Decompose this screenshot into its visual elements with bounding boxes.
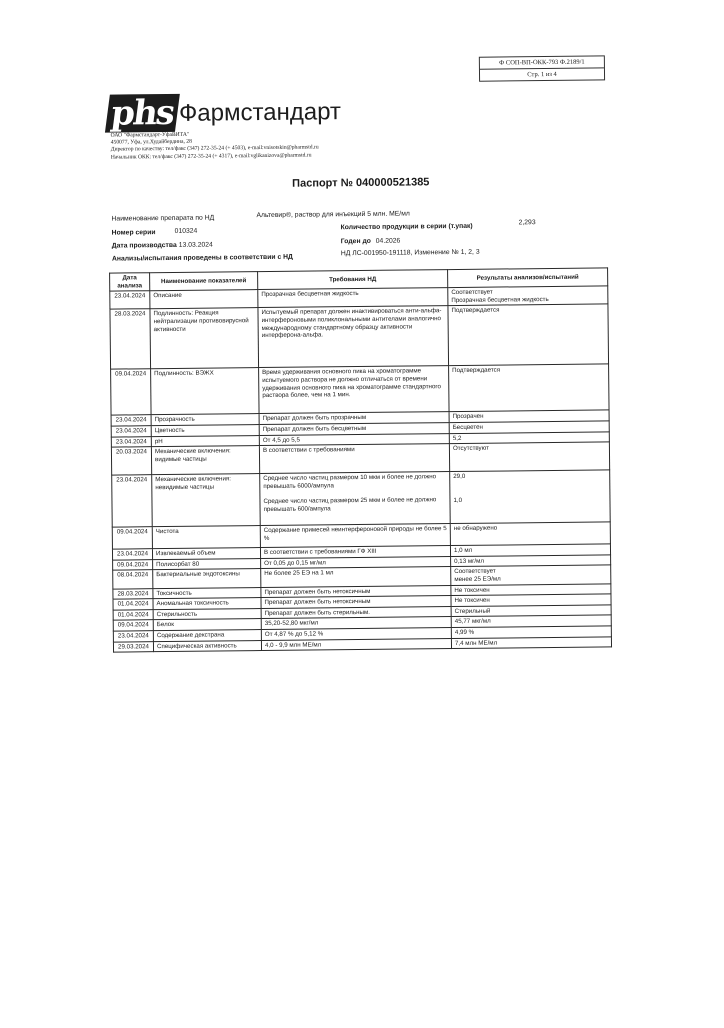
results-table (109, 267, 612, 652)
row-result: Прозрачен (449, 410, 609, 422)
row-indicator: Прозрачность (151, 414, 259, 426)
row-requirement: Содержание примесей неинтерфероновой природы не более 5 % (260, 524, 450, 548)
table-row (112, 470, 611, 527)
row-indicator: Белок (153, 619, 261, 631)
row-date: 01.04.2024 (113, 599, 153, 610)
row-requirement: Время удерживания основного пика на хроматограмме испытуемого раствора не должно отличаться от времени удерживания основного пика на хроматограмме стандартного раствора более, чем на 1 мин. (259, 366, 449, 414)
row-requirement: 4,0 - 9,9 млн МЕ/мл (261, 638, 451, 651)
result-line: Соответствует (454, 567, 496, 576)
quantity-value: 2,293 (518, 219, 536, 227)
analyses-label: Анализы/испытания проведены в соответствии с НД (111, 253, 293, 263)
row-date: 08.04.2024 (113, 570, 153, 589)
header-requirements: Требования НД (258, 270, 448, 290)
company-name: ОАО "Фармстандарт-УфаВИТА" (110, 131, 190, 139)
row-requirement: Препарат должен быть нетоксичным (261, 596, 451, 609)
logo-name: Фармстандарт (178, 98, 342, 127)
quantity-label: Количество продукции в серии (т.упак) (340, 222, 473, 232)
row-date: 01.04.2024 (113, 609, 153, 620)
row-indicator: Специфическая активность (153, 640, 261, 652)
header-results: Результаты анализов/испытаний (448, 268, 608, 288)
requirement-line-2: Среднее число частиц размером 25 мкм и более не должно превышать 600/ампула (263, 496, 437, 513)
row-result: не обнаружено (450, 522, 610, 546)
page-number: Стр. 1 из 4 (480, 67, 604, 80)
row-result: 5,2 (449, 431, 609, 443)
row-indicator: Стерильность (153, 608, 261, 620)
form-code-box (479, 55, 605, 81)
table-row (110, 304, 609, 369)
row-indicator: Чистота (152, 526, 260, 549)
row-requirement: В соответствии с требованиями (259, 444, 449, 474)
row-result: 7,4 млн МЕ/мл (451, 636, 611, 648)
row-requirement: Препарат должен быть нетоксичным (261, 585, 451, 598)
row-indicator: Токсичность (153, 587, 261, 599)
row-date: 23.04.2024 (111, 415, 151, 426)
form-code: Ф СОП-ВП-ОКК-793 Ф.2189/1 (499, 58, 585, 67)
row-indicator: Извлекаемый объем (152, 548, 260, 560)
row-date: 23.04.2024 (111, 436, 151, 447)
header-date: Дата анализа (110, 273, 150, 292)
row-requirement: Препарат должен быть стерильным. (261, 606, 451, 619)
row-result (450, 470, 611, 524)
row-indicator: Механические включения: видимые частицы (151, 446, 259, 475)
passport-title: Паспорт № 040000521385 (292, 176, 430, 190)
row-requirement: 35,20-52,80 мкг/мл (261, 617, 451, 630)
row-date: 09.04.2024 (113, 559, 153, 570)
row-result (448, 286, 608, 306)
row-result (451, 565, 611, 585)
logo-mark: phs (105, 94, 180, 133)
row-date: 28.03.2024 (110, 309, 151, 369)
row-result: Бесцветен (449, 421, 609, 433)
row-date: 09.04.2024 (111, 369, 151, 415)
table-row (111, 364, 609, 415)
row-requirement: Испытуемый препарат должен инактивироваться анти-альфа-интерфероновыми поликлональными антителами аналогично международному стандартному образцу активности интерферона-альфа. (258, 306, 449, 368)
row-date: 09.04.2024 (112, 527, 152, 549)
row-requirement: От 4,5 до 5,5 (259, 433, 449, 446)
production-date-label: Дата производства (111, 241, 177, 250)
row-result: Подтверждается (449, 364, 609, 412)
director-contact: Директор по качеству: тел/факс (347) 272-35-24 (+ 4503), e-mail:vnisotskin@pharmstd.ru (110, 144, 319, 154)
series-label: Номер серии (111, 229, 156, 237)
result-line-2: 1,0 (453, 496, 463, 504)
row-result: 1,0 мл (450, 544, 610, 556)
row-result: Стерильный (451, 605, 611, 617)
production-date-value: 13.03.2024 (178, 241, 213, 249)
row-indicator: Подлинность: ВЭЖХ (151, 368, 259, 415)
row-date: 23.04.2024 (111, 426, 151, 437)
product-name-label: Наименование препарата по НД (111, 214, 215, 223)
company-info (111, 130, 319, 161)
product-name-value: Альтевир®, раствор для инъекций 5 млн. МЕ/мл (256, 210, 410, 220)
row-date: 28.03.2024 (113, 588, 153, 599)
row-result: 4,99 % (451, 626, 611, 638)
row-indicator: pH (151, 435, 259, 447)
head-contact: Начальник ОКК: тел/факс (347) 272-35-24 (+ 4317), e-mail:vglikanizova@pharmstd.ru (110, 152, 312, 161)
row-requirement: Препарат должен быть бесцветным (259, 423, 449, 436)
series-value: 010324 (174, 227, 198, 235)
row-result: 45,77 мкг/мл (451, 615, 611, 627)
valid-until-value: 04.2026 (375, 237, 401, 245)
row-indicator: Бактериальные эндотоксины (153, 569, 261, 588)
row-indicator: Цветность (151, 425, 259, 437)
row-date: 23.04.2024 (113, 631, 153, 642)
row-requirement: Прозрачная бесцветная жидкость (258, 288, 448, 308)
row-date: 23.04.2024 (112, 549, 152, 560)
row-requirement: Не более 25 ЕЭ на 1 мл (261, 567, 451, 587)
valid-until-label: Годен до (340, 237, 371, 246)
row-requirement (260, 472, 451, 526)
row-indicator: Полисорбат 80 (153, 558, 261, 570)
row-date: 09.04.2024 (113, 620, 153, 631)
result-line-2: Прозрачная бесцветная жидкость (451, 295, 549, 304)
row-result: 0,13 мг/мл (451, 555, 611, 567)
row-result: Не токсичен (451, 594, 611, 606)
row-date: 23.04.2024 (112, 475, 153, 527)
row-date: 20.03.2024 (111, 447, 151, 475)
requirement-line: Среднее число частиц размером 10 мкм и более не должно превышать 6000/ампула (263, 473, 437, 490)
result-line-2: менее 25 ЕЭ/мл (454, 575, 501, 583)
row-result: Подтверждается (448, 304, 609, 366)
row-indicator: Содержание декстрана (153, 629, 261, 641)
row-requirement: От 4,87 % до 5,12 % (261, 627, 451, 640)
row-requirement: От 0,05 до 0,15 мг/мл (261, 556, 451, 569)
row-indicator: Механические включения: невидимые частицы (152, 474, 261, 527)
result-line: Соответствует (451, 288, 493, 297)
row-requirement: В соответствии с требованиями ГФ XIII (260, 546, 450, 559)
row-indicator: Аномальная токсичность (153, 598, 261, 610)
row-requirement: Препарат должен быть прозрачным (259, 412, 449, 425)
result-line: 29,0 (453, 473, 466, 481)
row-result: Отсутствуют (449, 442, 609, 472)
row-indicator: Подлинность: Реакция нейтрализации противовирусной активности (150, 308, 259, 369)
row-date: 23.04.2024 (110, 291, 150, 310)
row-indicator: Описание (150, 290, 258, 309)
header-indicator: Наименование показателей (150, 272, 258, 291)
row-date: 29.03.2024 (113, 641, 153, 652)
company-address: 450077, Уфа, ул.Худайбердина, 28 (110, 138, 192, 146)
nd-reference: НД ЛС-001950-191118, Изменение № 1, 2, 3 (340, 248, 480, 258)
company-logo (107, 92, 341, 134)
row-result: Не токсичен (451, 583, 611, 595)
